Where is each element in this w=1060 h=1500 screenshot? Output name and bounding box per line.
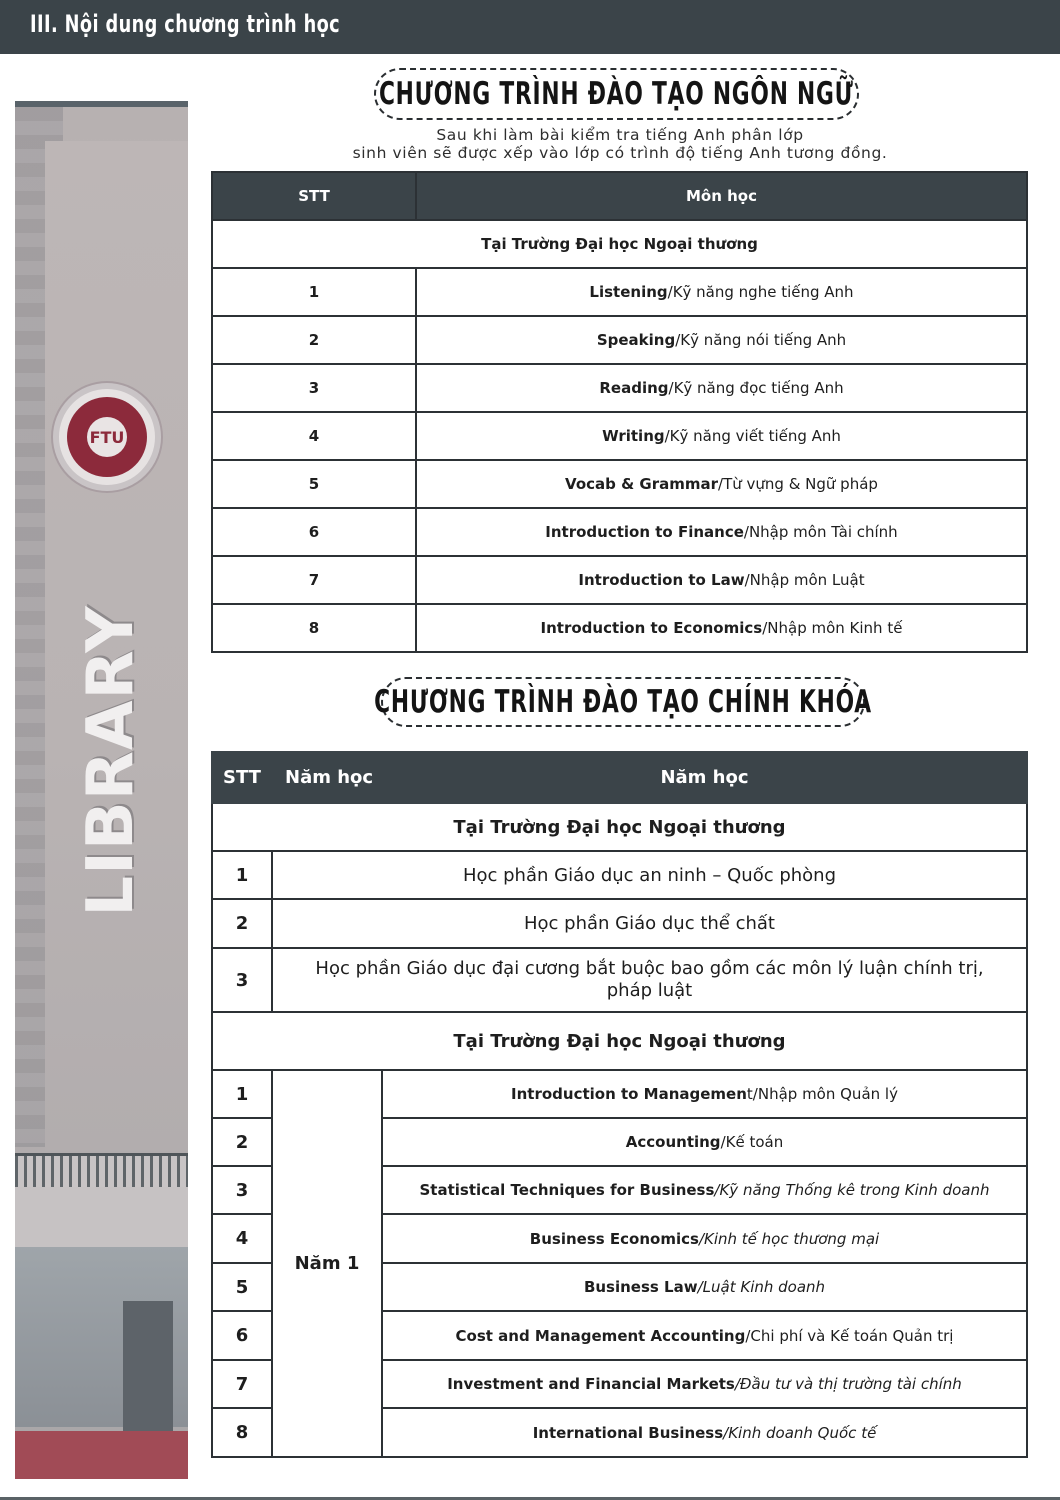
- library-sign: LIBRARY: [74, 605, 148, 917]
- university-seal-logo: [53, 383, 161, 491]
- table-row: [212, 851, 1027, 899]
- building-slab: [15, 1187, 188, 1247]
- row-stt: 4: [212, 1214, 272, 1263]
- row-subject: [382, 1166, 1027, 1214]
- section-label: Tại Trường Đại học Ngoại thương: [212, 803, 1027, 851]
- table-section-row: [212, 1012, 1027, 1070]
- language-program-table: [211, 171, 1028, 653]
- row-subject: [382, 1360, 1027, 1408]
- row-subject: [382, 1214, 1027, 1263]
- column-header-subject: Môn học: [416, 172, 1027, 220]
- row-stt: 5: [212, 1263, 272, 1311]
- table-row: [212, 508, 1027, 556]
- intro-line-2: sinh viên sẽ được xếp vào lớp có trình độ tiếng Anh tương đồng.: [352, 144, 888, 162]
- row-stt: 8: [212, 1408, 272, 1457]
- row-subject: [382, 1408, 1027, 1457]
- subject-vietnamese: /Kỹ năng nghe tiếng Anh: [667, 283, 854, 301]
- table-header-row: [212, 752, 1027, 803]
- main-program-heading-text: CHƯƠNG TRÌNH ĐÀO TẠO CHÍNH KHÓA: [374, 684, 872, 720]
- table-section-row: [212, 220, 1027, 268]
- row-subject: [382, 1263, 1027, 1311]
- table-row: [212, 316, 1027, 364]
- row-stt: 6: [212, 508, 416, 556]
- row-stt: 1: [212, 268, 416, 316]
- subject-vietnamese: /Kế toán: [720, 1133, 784, 1151]
- subject-english: Investment and Financial Markets: [447, 1375, 735, 1393]
- column-header-subject: Năm học: [382, 752, 1027, 803]
- row-stt: 6: [212, 1311, 272, 1360]
- year-label: Năm 1: [272, 1070, 382, 1457]
- table-row: [212, 364, 1027, 412]
- library-building-photo: [15, 101, 188, 1479]
- row-subject: [416, 460, 1027, 508]
- subject-english: Cost and Management Accounting: [455, 1326, 746, 1345]
- row-subject: [416, 316, 1027, 364]
- row-text: Học phần Giáo dục an ninh – Quốc phòng: [272, 851, 1027, 899]
- subject-english: Statistical Techniques for Business: [419, 1181, 715, 1199]
- table-row: [212, 899, 1027, 948]
- row-stt: 1: [212, 851, 272, 899]
- row-text: Học phần Giáo dục thể chất: [272, 899, 1027, 948]
- intro-line-1: Sau khi làm bài kiểm tra tiếng Anh phân lớp: [436, 126, 804, 144]
- subject-vietnamese: /Kỹ năng nói tiếng Anh: [675, 331, 847, 349]
- subject-english: Speaking: [596, 331, 676, 349]
- table-header-row: [212, 172, 1027, 220]
- row-stt: 3: [212, 364, 416, 412]
- section-header-bar: [0, 0, 1060, 54]
- section-label: Tại Trường Đại học Ngoại thương: [212, 220, 1027, 268]
- subject-vietnamese: /Đầu tư và thị trường tài chính: [734, 1375, 962, 1393]
- seal-ring: [67, 397, 147, 477]
- subject-english: Business Economics: [529, 1229, 699, 1248]
- row-subject: [416, 268, 1027, 316]
- main-program-table: [211, 751, 1028, 1458]
- row-text: Học phần Giáo dục đại cương bắt buộc bao gồm các môn lý luận chính trị, pháp luật: [272, 948, 1027, 1012]
- row-stt: 7: [212, 1360, 272, 1408]
- subject-vietnamese: /Kỹ năng viết tiếng Anh: [664, 427, 841, 445]
- table-row: [212, 556, 1027, 604]
- row-stt: 1: [212, 1070, 272, 1118]
- table-row: [212, 268, 1027, 316]
- row-subject: [416, 556, 1027, 604]
- subject-english: Introduction to Law: [578, 571, 745, 589]
- language-program-heading: [374, 68, 859, 120]
- row-stt: 8: [212, 604, 416, 652]
- subject-vietnamese: t/Nhập môn Quản lý: [746, 1085, 898, 1103]
- subject-vietnamese: /Chi phí và Kế toán Quản trị: [745, 1326, 954, 1345]
- building-door: [123, 1301, 173, 1431]
- subject-vietnamese: /Kỹ năng đọc tiếng Anh: [668, 379, 844, 397]
- row-subject: [382, 1118, 1027, 1166]
- row-stt: 3: [212, 948, 272, 1012]
- subject-english: Accounting: [625, 1133, 721, 1151]
- red-carpet-area: [15, 1431, 188, 1479]
- subject-vietnamese: /Luật Kinh doanh: [697, 1278, 826, 1296]
- subject-vietnamese: /Kỹ năng Thống kê trong Kinh doanh: [714, 1181, 990, 1199]
- subject-english: Reading: [599, 379, 669, 397]
- row-subject: [382, 1311, 1027, 1360]
- subject-english: Listening: [589, 283, 668, 301]
- row-stt: 2: [212, 316, 416, 364]
- table-row: [212, 460, 1027, 508]
- row-subject: [416, 412, 1027, 460]
- row-stt: 4: [212, 412, 416, 460]
- subject-english: Introduction to Economics: [540, 619, 763, 637]
- balcony-railing: [15, 1153, 188, 1187]
- column-header-year: Năm học: [272, 752, 382, 803]
- language-program-heading-text: CHƯƠNG TRÌNH ĐÀO TẠO NGÔN NGỮ: [379, 76, 854, 112]
- row-subject: [416, 364, 1027, 412]
- section-label: Tại Trường Đại học Ngoại thương: [212, 1012, 1027, 1070]
- row-stt: 3: [212, 1166, 272, 1214]
- table-row: [212, 604, 1027, 652]
- subject-vietnamese: /Nhập môn Luật: [744, 571, 865, 589]
- main-program-heading: [374, 677, 872, 727]
- subject-vietnamese: /Từ vựng & Ngữ pháp: [718, 475, 878, 493]
- row-stt: 2: [212, 1118, 272, 1166]
- subject-english: Introduction to Finance: [545, 523, 744, 541]
- row-subject: [416, 508, 1027, 556]
- row-stt: 7: [212, 556, 416, 604]
- subject-vietnamese: /Kinh tế học thương mại: [698, 1229, 880, 1248]
- row-subject: [416, 604, 1027, 652]
- column-header-stt: STT: [212, 172, 416, 220]
- table-row: [212, 1070, 1027, 1118]
- section-title: III. Nội dung chương trình học: [30, 10, 341, 38]
- subject-vietnamese: /Kinh doanh Quốc tế: [723, 1423, 877, 1442]
- table-row: [212, 948, 1027, 1012]
- subject-english: Vocab & Grammar: [565, 475, 719, 493]
- subject-english: International Business: [532, 1423, 724, 1442]
- subject-vietnamese: /Nhập môn Tài chính: [743, 523, 898, 541]
- table-section-row: [212, 803, 1027, 851]
- row-stt: 2: [212, 899, 272, 948]
- column-header-stt: STT: [212, 752, 272, 803]
- subject-vietnamese: /Nhập môn Kinh tế: [762, 619, 903, 637]
- language-program-intro: [212, 126, 1028, 162]
- table-row: [212, 412, 1027, 460]
- subject-english: Business Law: [583, 1278, 698, 1296]
- subject-english: Writing: [602, 427, 665, 445]
- row-subject: [382, 1070, 1027, 1118]
- subject-english: Introduction to Managemen: [511, 1085, 747, 1103]
- seal-monogram: FTU: [87, 417, 127, 457]
- row-stt: 5: [212, 460, 416, 508]
